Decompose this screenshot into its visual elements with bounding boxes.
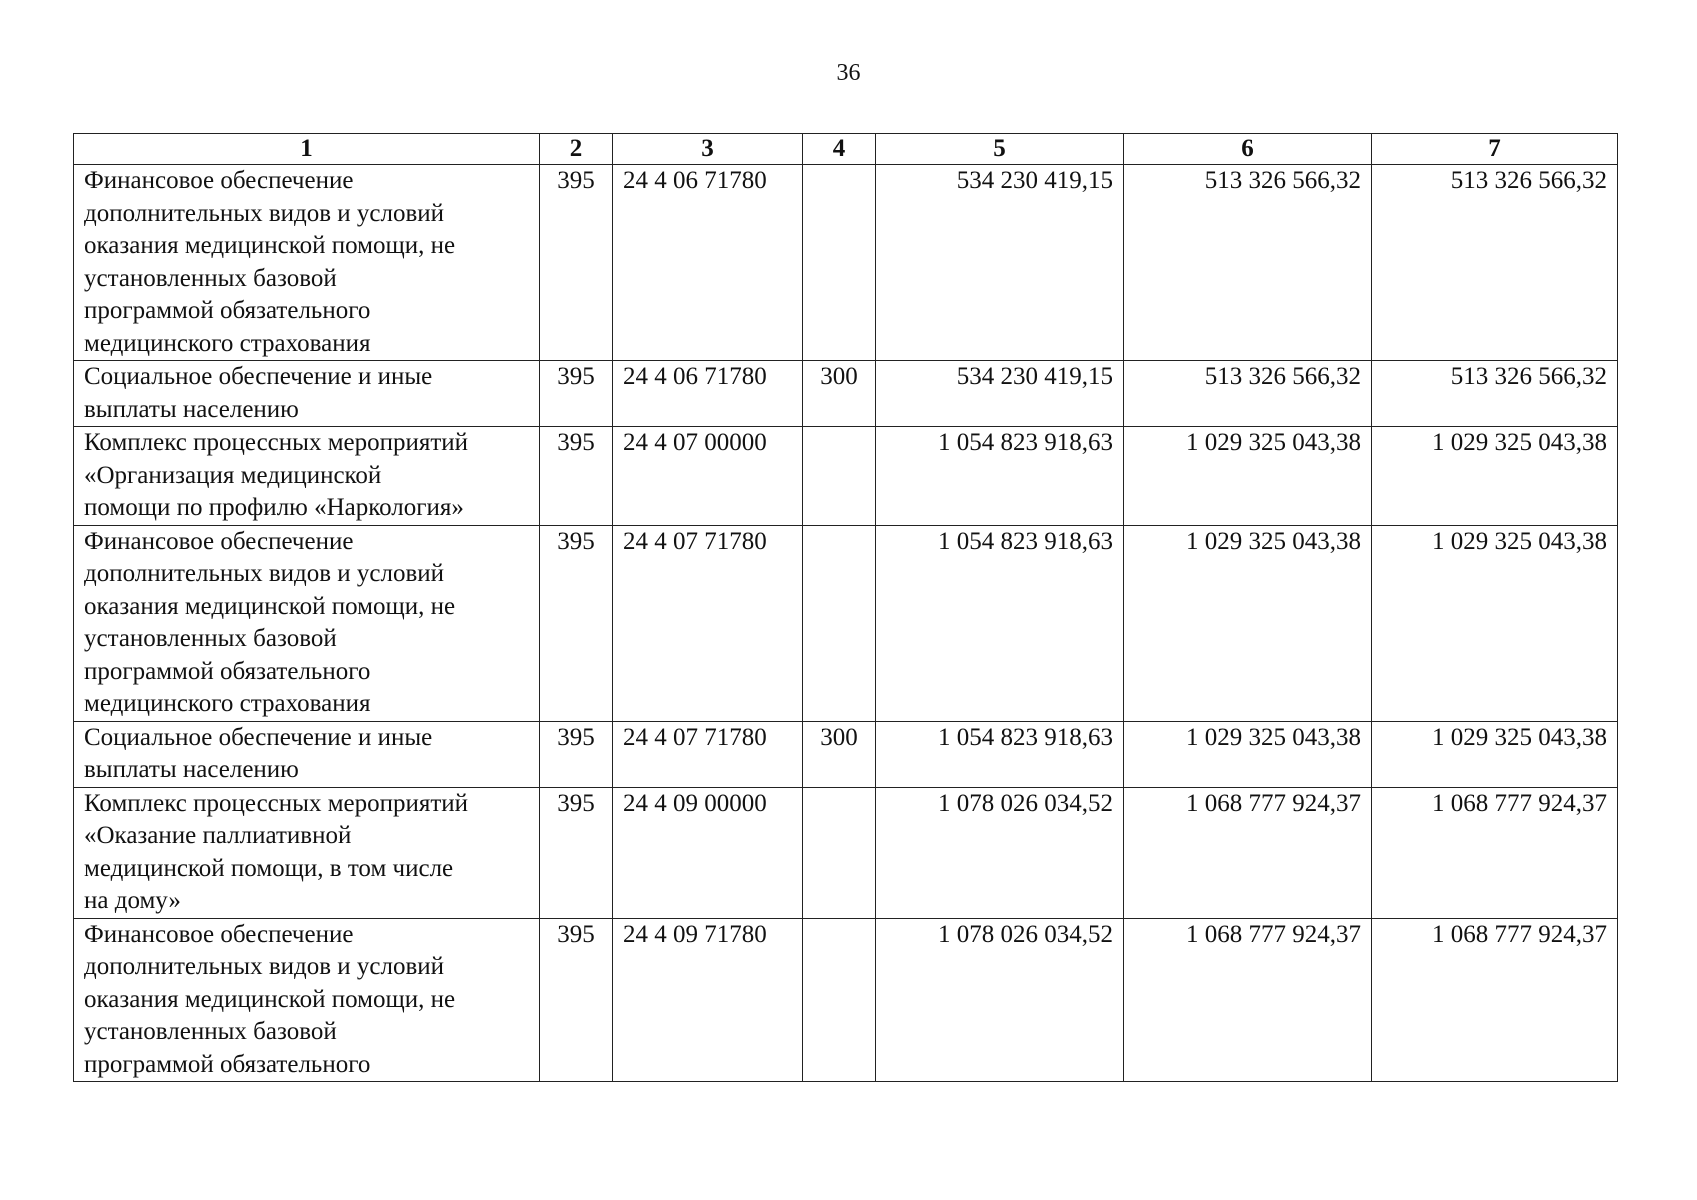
header-row [74,134,1618,165]
column-header-4: 4 [803,134,876,165]
row-amount-7: 1 068 777 924,37 [1372,787,1618,918]
table-row [74,361,1618,427]
row-amount-6: 1 029 325 043,38 [1124,525,1372,721]
row-amount-7: 1 029 325 043,38 [1372,721,1618,787]
table-row [74,525,1618,721]
row-code-target: 24 4 09 71780 [613,918,803,1082]
column-header-2: 2 [540,134,613,165]
row-code-admin: 395 [540,787,613,918]
row-code-expense [803,165,876,361]
column-header-1: 1 [74,134,540,165]
page-number: 36 [836,60,861,86]
row-amount-7: 1 068 777 924,37 [1372,918,1618,1082]
row-amount-5: 534 230 419,15 [876,165,1124,361]
row-code-expense [803,427,876,526]
row-code-admin: 395 [540,361,613,427]
row-code-target: 24 4 06 71780 [613,361,803,427]
row-amount-5: 1 054 823 918,63 [876,427,1124,526]
row-code-admin: 395 [540,427,613,526]
row-code-target: 24 4 07 00000 [613,427,803,526]
row-code-target: 24 4 07 71780 [613,721,803,787]
row-name: Финансовое обеспечение дополнительных видов и условий оказания медицинской помощи, не установленных базовой программой обязательного медицинского страхования [74,525,540,721]
row-code-expense [803,787,876,918]
row-amount-5: 534 230 419,15 [876,361,1124,427]
column-header-6: 6 [1124,134,1372,165]
table-row [74,918,1618,1082]
row-amount-6: 1 068 777 924,37 [1124,918,1372,1082]
row-code-expense: 300 [803,361,876,427]
row-code-expense [803,918,876,1082]
row-name: Комплекс процессных мероприятий «Организация медицинской помощи по профилю «Наркология» [74,427,540,526]
table-row [74,787,1618,918]
row-name: Комплекс процессных мероприятий «Оказание паллиативной медицинской помощи, в том числе на дому» [74,787,540,918]
row-code-admin: 395 [540,918,613,1082]
row-code-admin: 395 [540,721,613,787]
row-amount-5: 1 054 823 918,63 [876,525,1124,721]
row-amount-7: 513 326 566,32 [1372,165,1618,361]
row-amount-7: 513 326 566,32 [1372,361,1618,427]
row-amount-7: 1 029 325 043,38 [1372,427,1618,526]
row-amount-5: 1 078 026 034,52 [876,787,1124,918]
column-header-7: 7 [1372,134,1618,165]
row-name: Социальное обеспечение и иные выплаты населению [74,361,540,427]
column-header-5: 5 [876,134,1124,165]
column-header-3: 3 [613,134,803,165]
row-amount-6: 1 029 325 043,38 [1124,427,1372,526]
row-code-target: 24 4 06 71780 [613,165,803,361]
row-code-admin: 395 [540,165,613,361]
row-name: Финансовое обеспечение дополнительных видов и условий оказания медицинской помощи, не установленных базовой программой обязательного медицинского страхования [74,165,540,361]
row-name: Социальное обеспечение и иные выплаты населению [74,721,540,787]
row-code-expense: 300 [803,721,876,787]
row-amount-6: 513 326 566,32 [1124,165,1372,361]
row-amount-6: 513 326 566,32 [1124,361,1372,427]
table-row [74,721,1618,787]
budget-table [73,133,1618,1082]
row-name: Финансовое обеспечение дополнительных видов и условий оказания медицинской помощи, не установленных базовой программой обязательного [74,918,540,1082]
row-amount-6: 1 029 325 043,38 [1124,721,1372,787]
row-amount-5: 1 054 823 918,63 [876,721,1124,787]
row-code-admin: 395 [540,525,613,721]
table-row [74,165,1618,361]
row-amount-5: 1 078 026 034,52 [876,918,1124,1082]
row-code-target: 24 4 09 00000 [613,787,803,918]
row-code-expense [803,525,876,721]
row-amount-7: 1 029 325 043,38 [1372,525,1618,721]
row-amount-6: 1 068 777 924,37 [1124,787,1372,918]
table-row [74,427,1618,526]
row-code-target: 24 4 07 71780 [613,525,803,721]
